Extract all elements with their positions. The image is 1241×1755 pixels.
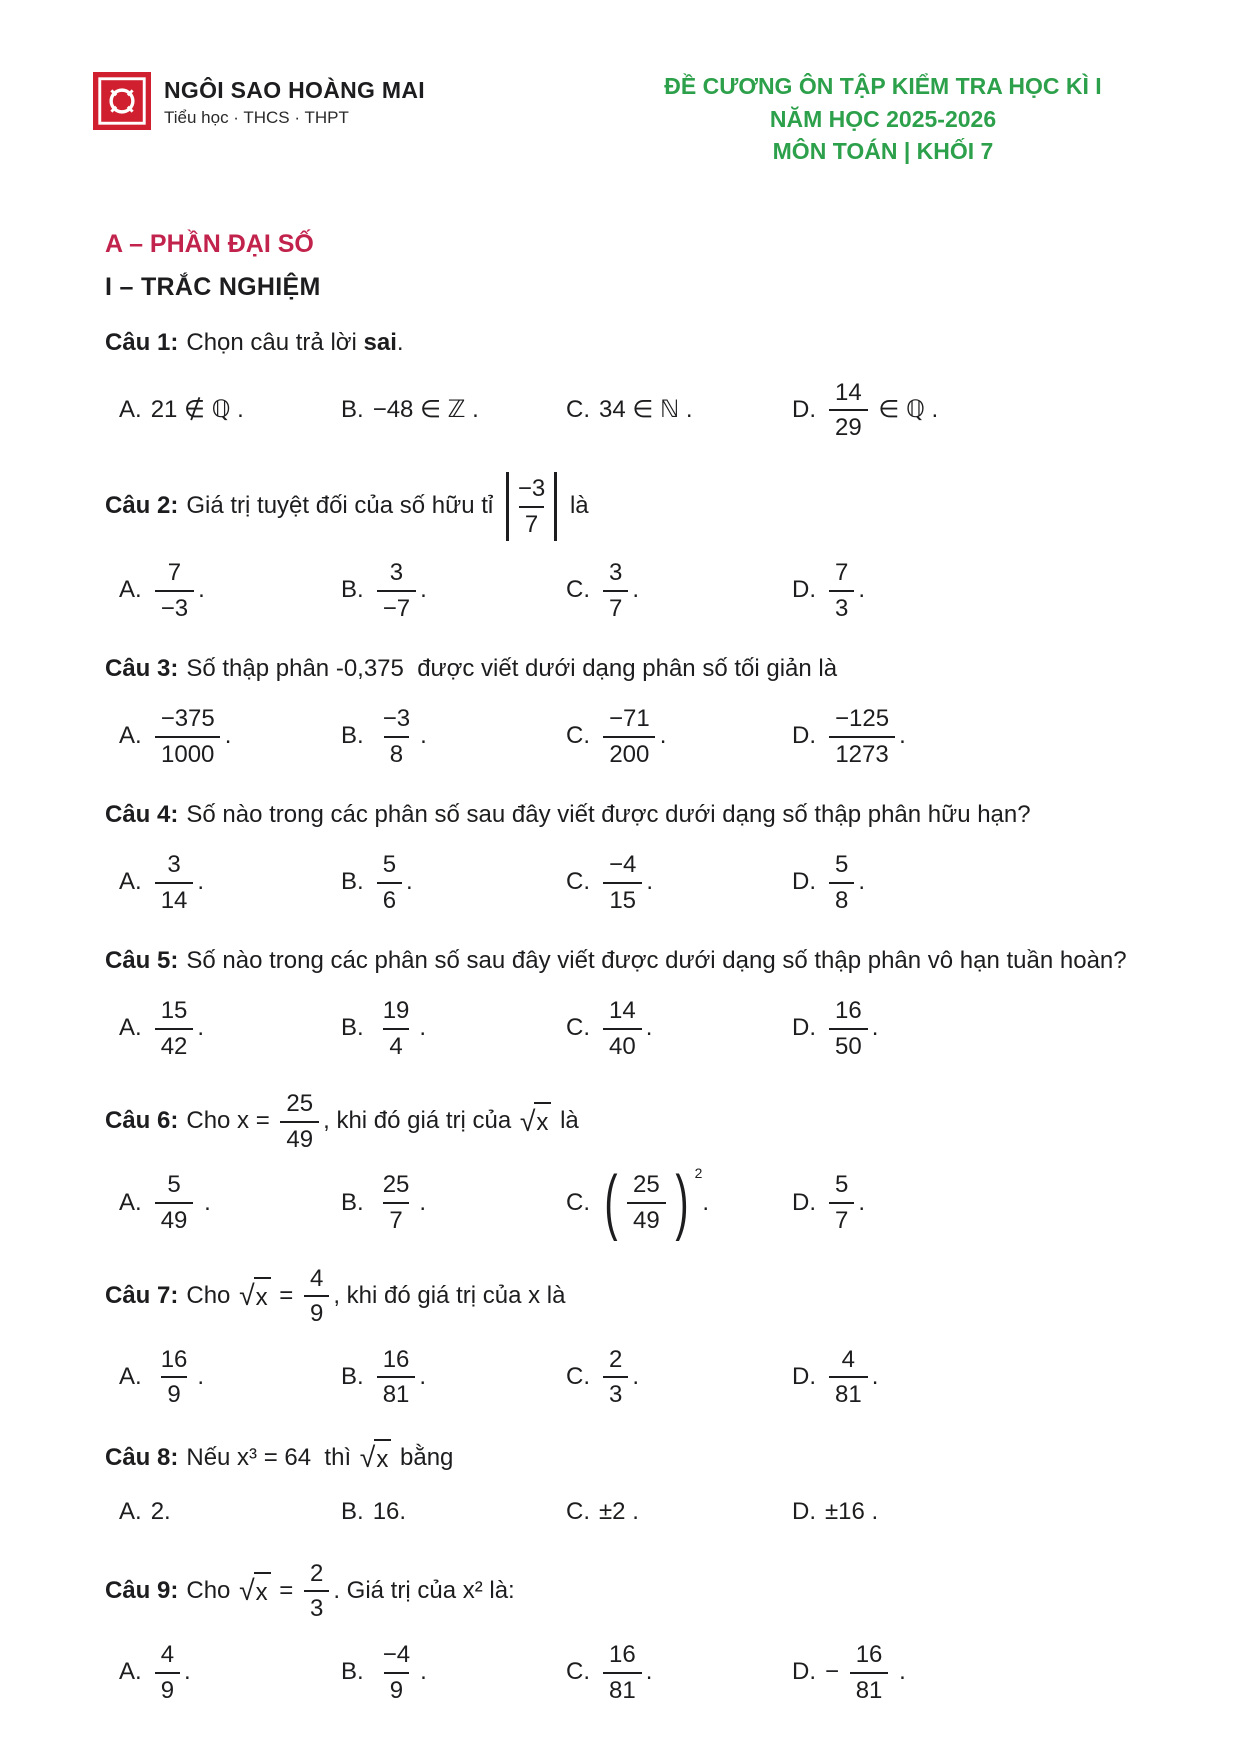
- exam-title-line-3: MÔN TOÁN | KHỐI 7: [772, 138, 994, 165]
- radical-sign: √: [359, 1442, 376, 1475]
- option-6a: [119, 1165, 341, 1240]
- question-label: Câu 5:: [105, 947, 179, 975]
- fraction-numerator: 5: [167, 1171, 181, 1199]
- option-label: B.: [341, 1188, 364, 1216]
- header: [105, 70, 1141, 168]
- fraction-denominator: 4: [383, 1028, 408, 1061]
- option-label: D.: [792, 722, 816, 750]
- option-6c: [566, 1162, 792, 1243]
- math-fraction: [377, 851, 402, 914]
- fraction-denominator: 7: [519, 506, 544, 539]
- text-part: là: [563, 491, 589, 519]
- math-fraction: [829, 379, 868, 442]
- fraction-numerator: −125: [835, 705, 890, 733]
- text-part: .: [396, 328, 404, 356]
- option-7c: [566, 1340, 792, 1415]
- options-row: [119, 699, 1141, 774]
- section-heading-multiple-choice: I – TRẮC NGHIỆM: [105, 272, 321, 301]
- text-part: Số thập phân -0,375 được viết dưới dạng phân số tối giản là: [186, 655, 838, 683]
- option-9c: [566, 1635, 792, 1710]
- text-part: .: [871, 1363, 879, 1391]
- absolute-value-fraction: [506, 472, 557, 541]
- text-part: Nếu x³ = 64 thì: [186, 1443, 358, 1471]
- question-6: [105, 1090, 1141, 1243]
- fraction-denominator: 9: [155, 1672, 180, 1705]
- fraction-denominator: 8: [384, 736, 409, 769]
- math-fraction: [829, 851, 854, 914]
- math-fraction: [512, 475, 551, 538]
- text-part: Số nào trong các phân số sau đây viết được dưới dạng số thập phân hữu hạn?: [186, 801, 1031, 829]
- text-part: .: [646, 868, 654, 896]
- fraction-denominator: −3: [155, 590, 194, 623]
- question-label: Câu 1:: [105, 328, 179, 356]
- option-3d: [792, 699, 1141, 774]
- option-label: C.: [566, 868, 590, 896]
- text-part: .: [420, 576, 427, 604]
- question-8: [105, 1439, 1141, 1536]
- option-label: D.: [792, 868, 816, 896]
- option-7d: [792, 1340, 1141, 1415]
- question-label: Câu 3:: [105, 655, 179, 683]
- radicand: x: [374, 1439, 391, 1478]
- question-stem: [105, 1439, 1141, 1478]
- fraction-numerator: 7: [835, 559, 849, 587]
- math-fraction: [155, 559, 194, 622]
- fraction-numerator: 5: [382, 851, 397, 879]
- fraction-numerator: 5: [835, 1171, 849, 1199]
- math-fraction: [155, 851, 194, 914]
- option-label: D.: [792, 1498, 816, 1526]
- fraction-numerator: −71: [609, 705, 650, 733]
- math-fraction: [280, 1090, 319, 1153]
- math-fraction: [377, 1171, 416, 1234]
- option-label: B.: [341, 1363, 364, 1391]
- option-label: D.: [792, 1363, 816, 1391]
- option-2b: [341, 553, 566, 628]
- fraction-numerator: 7: [167, 559, 182, 587]
- fraction-denominator: 50: [829, 1028, 868, 1061]
- math-fraction: [627, 1171, 666, 1234]
- text-part: ±2 .: [599, 1498, 639, 1526]
- option-1a: [119, 390, 341, 431]
- option-label: B.: [341, 868, 364, 896]
- options-row: [119, 1635, 1141, 1710]
- text-part: ±16 .: [825, 1498, 879, 1526]
- text-part: 2.: [150, 1498, 171, 1526]
- question-label: Câu 2:: [105, 491, 179, 519]
- math-fraction: [304, 1265, 329, 1328]
- text-part: .: [197, 1014, 205, 1042]
- text-part: .: [197, 1363, 205, 1391]
- text-part: .: [406, 868, 413, 896]
- question-stem: [105, 652, 1141, 687]
- right-paren: ): [675, 1162, 689, 1243]
- fraction-denominator: 81: [850, 1672, 889, 1705]
- option-7b: [341, 1340, 566, 1415]
- text-part: Cho: [186, 1281, 238, 1309]
- option-label: A.: [119, 1363, 142, 1391]
- fraction-denominator: 6: [377, 882, 402, 915]
- text-part: ∈ ℚ .: [871, 395, 939, 423]
- option-2a: [119, 553, 341, 628]
- math-fraction: [155, 1171, 194, 1234]
- fraction-numerator: 16: [855, 1641, 883, 1669]
- question-label: Câu 9:: [105, 1576, 179, 1604]
- question-stem: [105, 944, 1141, 979]
- option-label: C.: [566, 576, 590, 604]
- fraction-numerator: 15: [160, 997, 188, 1025]
- option-5d: [792, 991, 1141, 1066]
- text-part: .: [420, 1658, 427, 1686]
- fraction-numerator: −4: [609, 851, 637, 879]
- math-fraction: [829, 1171, 854, 1234]
- fraction-numerator: 25: [632, 1171, 660, 1199]
- option-label: C.: [566, 395, 590, 423]
- fraction-denominator: 49: [627, 1202, 666, 1235]
- text-part: .: [899, 722, 906, 750]
- option-1b: [341, 390, 566, 431]
- option-4b: [341, 845, 566, 920]
- text-part: .: [892, 1658, 906, 1686]
- math-fraction: [377, 1346, 416, 1409]
- fraction-denominator: 200: [603, 736, 655, 769]
- option-label: A.: [119, 868, 142, 896]
- text-part: 34 ∈ ℕ .: [599, 395, 693, 423]
- text-part: .: [197, 1188, 211, 1216]
- fraction-denominator: 42: [155, 1028, 194, 1061]
- text-part: .: [858, 576, 866, 604]
- exam-title: [643, 70, 1123, 168]
- radicand: x: [254, 1572, 271, 1611]
- math-fraction: [377, 559, 416, 622]
- option-label: A.: [119, 1658, 142, 1686]
- fraction-denominator: 49: [155, 1202, 194, 1235]
- question-7: [105, 1265, 1141, 1415]
- option-label: C.: [566, 722, 590, 750]
- fraction-numerator: 3: [389, 559, 404, 587]
- option-label: D.: [792, 395, 816, 423]
- option-label: A.: [119, 395, 142, 423]
- math-fraction: [603, 559, 628, 622]
- option-5a: [119, 991, 341, 1066]
- math-fraction: [829, 559, 854, 622]
- section-heading-algebra: A – PHẦN ĐẠI SỐ: [105, 229, 314, 258]
- fraction-numerator: 3: [609, 559, 623, 587]
- options-row: [119, 991, 1141, 1066]
- text-part: , khi đó giá trị của x là: [333, 1281, 566, 1309]
- radicand: x: [254, 1277, 271, 1316]
- fraction-denominator: 8: [829, 882, 854, 915]
- bold-text-part: sai: [363, 328, 397, 356]
- option-label: C.: [566, 1658, 590, 1686]
- math-fraction: [603, 1346, 628, 1409]
- option-label: B.: [341, 722, 364, 750]
- option-label: B.: [341, 576, 364, 604]
- option-label: D.: [792, 1014, 816, 1042]
- fraction-numerator: 2: [609, 1345, 623, 1373]
- school-name: NGÔI SAO HOÀNG MAI: [164, 77, 425, 103]
- option-label: A.: [119, 1498, 142, 1526]
- school-logo-icon: [93, 72, 151, 130]
- fraction-denominator: 7: [829, 1202, 854, 1235]
- fraction-numerator: 2: [309, 1559, 324, 1587]
- fraction-denominator: 15: [603, 882, 642, 915]
- math-fraction: [603, 705, 656, 768]
- text-part: .: [632, 1363, 640, 1391]
- option-6b: [341, 1165, 566, 1240]
- school-logo: [93, 70, 425, 130]
- text-part: Giá trị tuyệt đối của số hữu tỉ: [186, 491, 500, 519]
- text-part: .: [858, 1188, 866, 1216]
- fraction-denominator: 9: [304, 1295, 329, 1328]
- sqrt-expression: [239, 1572, 271, 1611]
- question-label: Câu 4:: [105, 801, 179, 829]
- fraction-denominator: 3: [603, 1376, 628, 1409]
- fraction-numerator: −3: [382, 705, 411, 733]
- left-paren: (: [604, 1162, 618, 1243]
- options-row: [119, 845, 1141, 920]
- exam-title-line-2: NĂM HỌC 2025-2026: [769, 105, 997, 132]
- options-row: [119, 1340, 1141, 1415]
- question-1: [105, 326, 1141, 448]
- fraction-denominator: 14: [155, 882, 194, 915]
- text-part: .: [632, 576, 640, 604]
- option-9a: [119, 1635, 341, 1710]
- option-5c: [566, 991, 792, 1066]
- text-part: .: [419, 1363, 427, 1391]
- fraction-numerator: 4: [309, 1264, 324, 1292]
- question-stem: [105, 1560, 1141, 1623]
- options-row: [119, 1162, 1141, 1243]
- option-8a: [119, 1492, 341, 1533]
- text-part: .: [419, 1014, 427, 1042]
- fraction-denominator: 3: [829, 590, 854, 623]
- fraction-numerator: 16: [382, 1345, 410, 1373]
- option-3a: [119, 699, 341, 774]
- fraction-denominator: 29: [829, 409, 868, 442]
- text-part: Chọn câu trả lời: [186, 328, 364, 356]
- fraction-numerator: 3: [167, 851, 181, 879]
- math-fraction: [377, 1641, 416, 1704]
- fraction-numerator: 14: [835, 378, 862, 406]
- fraction-numerator: 4: [160, 1641, 175, 1669]
- text-part: .: [419, 1188, 427, 1216]
- text-part: . Giá trị của x² là:: [333, 1576, 515, 1604]
- text-part: .: [420, 722, 427, 750]
- options-row: [119, 373, 1141, 448]
- sqrt-expression: [360, 1439, 392, 1478]
- sqrt-expression: [239, 1277, 271, 1316]
- fraction-denominator: 81: [603, 1672, 642, 1705]
- radical-sign: √: [239, 1280, 255, 1313]
- math-fraction: [155, 997, 194, 1060]
- fraction-denominator: 9: [161, 1376, 186, 1409]
- text-part: .: [702, 1188, 710, 1216]
- fraction-denominator: 1273: [829, 736, 894, 769]
- option-2c: [566, 553, 792, 628]
- text-part: =: [272, 1576, 300, 1604]
- text-part: .: [184, 1658, 191, 1686]
- text-part: −: [825, 1658, 846, 1686]
- fraction-numerator: 16: [609, 1641, 636, 1669]
- question-9: [105, 1560, 1141, 1710]
- fraction-denominator: −7: [377, 590, 416, 623]
- option-label: B.: [341, 1014, 364, 1042]
- question-stem: [105, 1265, 1141, 1328]
- text-part: .: [198, 576, 205, 604]
- fraction-numerator: 19: [382, 997, 410, 1025]
- option-3b: [341, 699, 566, 774]
- text-part: =: [272, 1281, 300, 1309]
- exponent: 2: [694, 1165, 703, 1182]
- option-label: B.: [341, 1498, 364, 1526]
- school-levels: Tiểu học · THCS · THPT: [164, 107, 349, 127]
- text-part: .: [197, 868, 205, 896]
- option-2d: [792, 553, 1141, 628]
- option-label: D.: [792, 1658, 816, 1686]
- question-stem: [105, 326, 1141, 361]
- radical-sign: √: [519, 1105, 536, 1138]
- question-2: [105, 472, 1141, 628]
- fraction-numerator: 16: [160, 1345, 188, 1373]
- option-6d: [792, 1165, 1141, 1240]
- fraction-denominator: 49: [280, 1121, 319, 1154]
- option-8d: [792, 1492, 1141, 1533]
- option-label: A.: [119, 1014, 142, 1042]
- math-fraction: [377, 997, 416, 1060]
- options-row: [119, 1490, 1141, 1536]
- radical-sign: √: [239, 1575, 255, 1608]
- fraction-numerator: 25: [382, 1171, 410, 1199]
- text-part: .: [645, 1014, 653, 1042]
- option-4a: [119, 845, 341, 920]
- option-9b: [341, 1635, 566, 1710]
- fraction-denominator: 1000: [155, 736, 220, 769]
- option-label: C.: [566, 1188, 590, 1216]
- option-4c: [566, 845, 792, 920]
- question-label: Câu 6:: [105, 1107, 179, 1135]
- parenthesized-fraction-squared: [599, 1162, 703, 1243]
- option-label: C.: [566, 1363, 590, 1391]
- math-fraction: [603, 1641, 642, 1704]
- math-fraction: [155, 705, 221, 768]
- fraction-numerator: 25: [286, 1090, 314, 1118]
- text-part: Cho: [186, 1576, 238, 1604]
- option-label: A.: [119, 576, 142, 604]
- question-stem: [105, 798, 1141, 833]
- fraction-numerator: 5: [835, 851, 849, 879]
- text-part: là: [553, 1107, 579, 1135]
- option-label: A.: [119, 722, 142, 750]
- text-part: , khi đó giá trị của: [323, 1107, 518, 1135]
- question-3: [105, 652, 1141, 774]
- fraction-numerator: 16: [835, 997, 862, 1025]
- option-label: C.: [566, 1498, 590, 1526]
- school-logo-text: [164, 70, 425, 128]
- text-part: .: [645, 1658, 653, 1686]
- fraction-denominator: 40: [603, 1028, 642, 1061]
- question-label: Câu 7:: [105, 1281, 179, 1309]
- math-fraction: [829, 705, 895, 768]
- question-stem: [105, 472, 1141, 541]
- option-label: C.: [566, 1014, 590, 1042]
- option-8b: [341, 1492, 566, 1533]
- text-part: .: [871, 1014, 879, 1042]
- fraction-numerator: −375: [160, 705, 215, 733]
- option-7a: [119, 1340, 341, 1415]
- sqrt-expression: [520, 1102, 552, 1141]
- fraction-numerator: 4: [841, 1345, 856, 1373]
- option-1d: [792, 373, 1141, 448]
- option-label: D.: [792, 576, 816, 604]
- option-1c: [566, 390, 792, 431]
- text-part: .: [659, 722, 667, 750]
- text-part: 21 ∉ ℚ .: [150, 395, 244, 423]
- option-label: D.: [792, 1188, 816, 1216]
- math-fraction: [829, 1346, 868, 1409]
- option-3c: [566, 699, 792, 774]
- questions: [105, 326, 1141, 1710]
- math-fraction: [603, 851, 642, 914]
- text-part: .: [224, 722, 232, 750]
- text-part: Cho x =: [186, 1107, 277, 1135]
- options-row: [119, 553, 1141, 628]
- fraction-numerator: −3: [517, 474, 546, 502]
- question-4: [105, 798, 1141, 920]
- text-part: .: [858, 868, 866, 896]
- text-part: Số nào trong các phân số sau đây viết được dưới dạng số thập phân vô hạn tuần hoàn?: [186, 947, 1127, 975]
- fraction-denominator: 7: [603, 590, 628, 623]
- math-fraction: [850, 1641, 889, 1704]
- option-8c: [566, 1492, 792, 1533]
- question-stem: [105, 1090, 1141, 1153]
- text-part: −48 ∈ ℤ .: [372, 395, 479, 423]
- math-fraction: [829, 997, 868, 1060]
- fraction-denominator: 3: [304, 1590, 329, 1623]
- option-label: B.: [341, 395, 364, 423]
- fraction-denominator: 81: [377, 1376, 416, 1409]
- math-fraction: [603, 997, 642, 1060]
- option-9d: [792, 1635, 1141, 1710]
- math-fraction: [155, 1346, 194, 1409]
- question-5: [105, 944, 1141, 1066]
- option-5b: [341, 991, 566, 1066]
- math-fraction: [155, 1641, 180, 1704]
- option-4d: [792, 845, 1141, 920]
- fraction-denominator: 9: [384, 1672, 409, 1705]
- math-fraction: [377, 705, 416, 768]
- fraction-denominator: 7: [383, 1202, 408, 1235]
- fraction-denominator: 81: [829, 1376, 868, 1409]
- text-part: 16.: [372, 1498, 407, 1526]
- radicand: x: [534, 1102, 551, 1141]
- fraction-numerator: 14: [609, 997, 636, 1025]
- exam-title-line-1: ĐỀ CƯƠNG ÔN TẬP KIỂM TRA HỌC KÌ I: [664, 73, 1102, 99]
- text-part: bằng: [393, 1443, 454, 1471]
- option-label: A.: [119, 1188, 142, 1216]
- math-fraction: [304, 1560, 329, 1623]
- question-label: Câu 8:: [105, 1443, 179, 1471]
- option-label: B.: [341, 1658, 364, 1686]
- fraction-numerator: −4: [382, 1641, 411, 1669]
